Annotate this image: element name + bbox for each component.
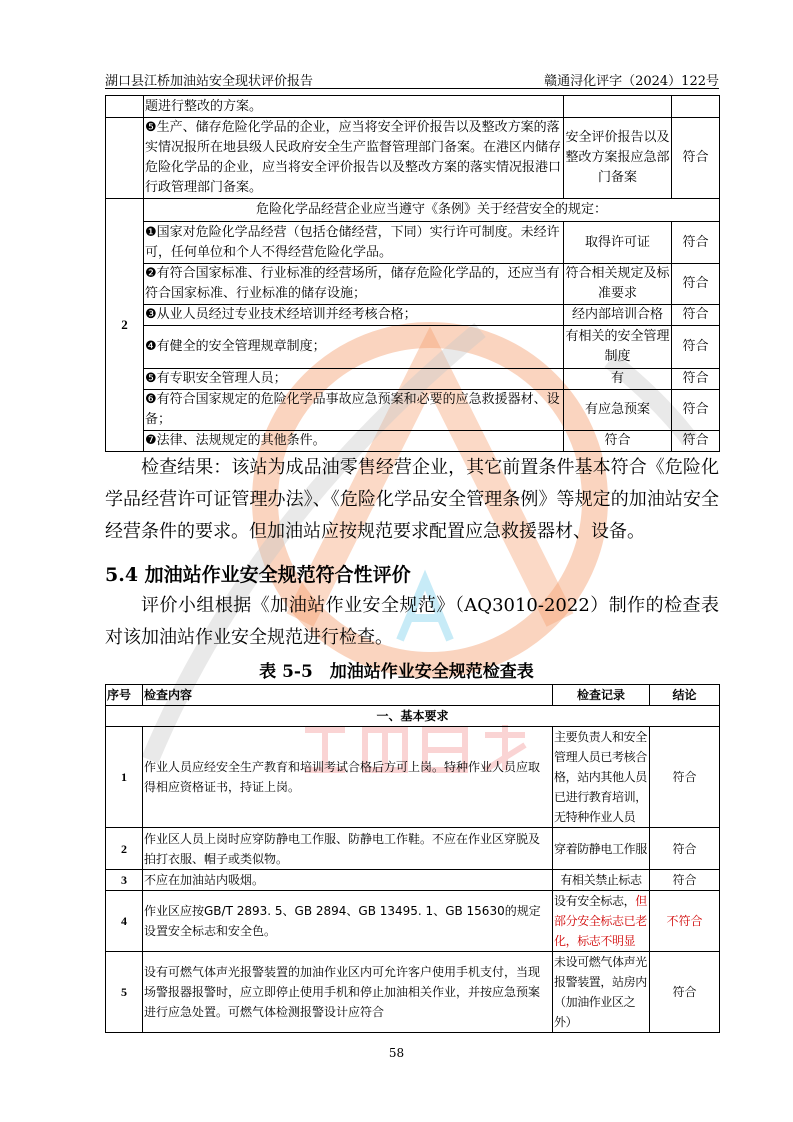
table-cell: 1 [106,727,143,828]
table-row [106,264,720,305]
table-cell: 检查内容 [143,685,553,706]
table-cell: 符合 [672,118,720,199]
section-heading: 5.4 加油站作业安全规范符合性评价 [105,564,411,586]
table-cell: 设有可燃气体声光报警装置的加油作业区内可允许客户使用手机支付，当现场警报器报警时，应立即停止使用手机和停止加油相关作业，并按应急预案进行应急处置。可燃气体检测报警设计应符合 [143,952,553,1033]
table-cell: 符合 [650,952,720,1033]
table-cell: 作业区人员上岗时应穿防静电工作服、防静电工作鞋。不应在作业区穿脱及拍打衣服、帽子或类似物。 [143,828,553,870]
table-row [106,390,720,431]
table-cell: ❸从业人员经过专业技术经培训并经考核合格； [144,305,564,326]
table-cell: 作业区应按GB/T 2893. 5、GB 2894、GB 13495. 1、GB 15630的规定设置安全标志和安全色。 [143,891,553,952]
table-cell: ❹有健全的安全管理规章制度； [144,326,564,369]
table-cell: 不应在加油站内吸烟。 [143,870,553,891]
table-cell: 符合 [564,431,672,452]
table-row [106,431,720,452]
table-cell: 5 [106,952,143,1033]
table-cell: 符合 [672,264,720,305]
table-cell: 符合 [672,326,720,369]
table-caption: 表 5-5 加油站作业安全规范检查表 [259,662,534,682]
table-row [106,369,720,390]
noncompliant-result: 不符合 [650,891,720,952]
table-cell: ❼法律、法规规定的其他条件。 [144,431,564,452]
table-cell: 2 [106,828,143,870]
table-cell: ❷有符合国家标准、行业标准的经营场所，储存危险化学品的，还应当有符合国家标准、行业标准的储存设施； [144,264,564,305]
table-cell: ❻有符合国家规定的危险化学品事故应急预案和必要的应急救援器材、设备； [144,390,564,431]
header-doc-number: 赣通浔化评字（2024）122号 [544,74,719,89]
table-cell: 主要负责人和安全管理人员已考核合格，站内其他人员已进行教育培训，无特种作业人员 [553,727,650,828]
table-cell: 2 [106,199,144,452]
table-cell: 危险化学品经营企业应当遵守《条例》关于经营安全的规定： [144,199,720,222]
table-operation-safety [105,684,720,1033]
table-cell: 设有安全标志， [554,894,636,908]
table-cell: 符合 [672,305,720,326]
table-cell: 一、基本要求 [106,706,720,727]
page-number: 58 [388,1046,405,1060]
table-row [106,222,720,264]
table-row [106,96,720,118]
table-cell: 符合 [672,390,720,431]
table-cell: 符合 [672,222,720,264]
table-cell: 经内部培训合格 [564,305,672,326]
table-cell: 有 [564,369,672,390]
table-cell: 有相关的安全管理制度 [564,326,672,369]
intro-paragraph: 评价小组根据《加油站作业安全规范》（AQ3010-2022）制作的检查表对该加油站作业安全规范进行检查。 [105,595,719,648]
header-title: 湖口县江桥加油站安全现状评价报告 [105,74,314,89]
table-cell: 穿着防静电工作服 [553,828,650,870]
table-cell: 符合 [650,828,720,870]
table-cell: 检查记录 [553,685,650,706]
table-row [106,305,720,326]
table-cell: ❶国家对危险化学品经营（包括仓储经营，下同）实行许可制度。未经许可，任何单位和个人不得经营危险化学品。 [144,222,564,264]
table-cell: 安全评价报告以及整改方案报应急部门备案 [564,118,672,199]
table-hazardous-chemicals [105,95,720,452]
table-cell: 结论 [650,685,720,706]
table-section-row [106,706,720,727]
table-cell: ❺生产、储存危险化学品的企业，应当将安全评价报告以及整改方案的落实情况报所在地县级人民政府安全生产监督管理部门备案。在港区内储存危险化学品的企业，应当将安全评价报告以及整改方案的落实情况报港口行政管理部门备案。 [144,118,564,199]
table-cell: 符合 [672,369,720,390]
table-cell: 未设可燃气体声光报警装置，站房内（加油作业区之外） [553,952,650,1033]
table-row [106,828,720,870]
table-row [106,952,720,1033]
table-cell: 取得许可证 [564,222,672,264]
inspection-result-paragraph: 检查结果：该站为成品油零售经营企业，其它前置条件基本符合《危险化学品经营许可证管理办法》、《危险化学品安全管理条例》等规定的加油站安全经营条件的要求。但加油站应按规范要求配置应急救援器材、设备。 [105,457,719,542]
table-header-row [106,685,720,706]
table-cell: 题进行整改的方案。 [144,96,564,118]
table-cell: 3 [106,870,143,891]
table-cell: 有应急预案 [564,390,672,431]
table-row [106,118,720,199]
table-cell: 符合 [650,727,720,828]
table-cell: 符合 [650,870,720,891]
table-cell: 4 [106,891,143,952]
table-row [106,199,720,222]
table-cell: 符合 [672,431,720,452]
noncompliance-note: 但部分安全标志已老化，标志不明显 [554,894,647,948]
table-cell: ❺有专职安全管理人员； [144,369,564,390]
header-rule [105,88,719,89]
table-row [106,727,720,828]
table-cell: 符合相关规定及标准要求 [564,264,672,305]
table-row [106,870,720,891]
table-row [106,891,720,952]
table-row [106,326,720,369]
table-cell: 序号 [106,685,143,706]
table-cell: 有相关禁止标志 [553,870,650,891]
table-cell: 作业人员应经安全生产教育和培训考试合格后方可上岗。特种作业人员应取得相应资格证书，持证上岗。 [143,727,553,828]
